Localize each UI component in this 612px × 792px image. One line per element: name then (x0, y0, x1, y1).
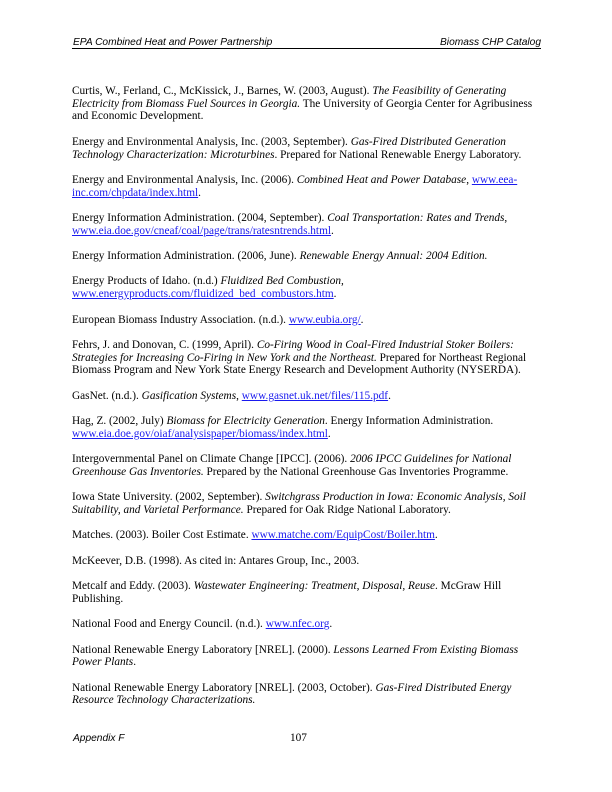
reference-text: Fehrs, J. and Donovan, C. (1999, April). (72, 338, 257, 351)
reference-entry (72, 491, 544, 516)
header-left-title: EPA Combined Heat and Power Partnership (73, 37, 273, 48)
reference-text: Hag, Z. (2002, July) (72, 415, 167, 428)
reference-text: . Prepared for National Renewable Energy Laboratory. (274, 148, 522, 161)
reference-text: . (133, 656, 137, 669)
reference-text: Curtis, W., Ferland, C., McKissick, J., Barnes, W. (2003, August). (72, 85, 373, 97)
reference-text: National Renewable Energy Laboratory [NREL]. (2000). (72, 643, 334, 656)
reference-entry (72, 174, 544, 199)
reference-entry (72, 85, 544, 123)
reference-text: European Biomass Industry Association. (n.d.). (72, 313, 289, 326)
reference-title: 2006 IPCC Guidelines for National Greenhouse Gas Inventories. (72, 453, 512, 478)
reference-entry (72, 250, 544, 263)
reference-text: . (333, 288, 337, 301)
reference-entry (72, 275, 544, 300)
page-header (72, 36, 541, 49)
reference-title: Biomass for Electricity Generation (166, 415, 325, 428)
reference-link[interactable]: www.energyproducts.com/fluidized_bed_combustors.htm (72, 288, 334, 301)
reference-title: Gasification Systems (141, 389, 237, 402)
footer-appendix-label: Appendix F (73, 733, 125, 744)
reference-title: Coal Transportation: Rates and Trends (327, 211, 505, 224)
reference-entry (72, 529, 544, 542)
reference-list (72, 85, 544, 720)
reference-text: , (466, 173, 472, 186)
reference-text: Prepared by the National Greenhouse Gas Inventories Programme. (203, 465, 509, 478)
reference-entry (72, 415, 544, 440)
reference-title: Lessons Learned From Existing Biomass Power Plants (72, 643, 519, 669)
reference-text: . Energy Information Administration. (324, 415, 494, 428)
reference-text: Prepared for Northeast Regional Biomass Program and New York State Energy Research and Development Authority (NYSERDA). (72, 351, 527, 377)
reference-text: The University of Georgia Center for Agribusiness and Economic Development. (72, 97, 533, 123)
reference-text: National Renewable Energy Laboratory [NREL]. (2003, October). (72, 681, 376, 694)
reference-text: . (331, 224, 334, 237)
reference-link[interactable]: www.matche.com/EquipCost/Boiler.htm (251, 529, 435, 542)
page-number: 107 (290, 732, 307, 744)
reference-title: Fluidized Bed Combustion, (220, 275, 344, 288)
reference-text: Matches. (2003). Boiler Cost Estimate. (72, 529, 252, 542)
reference-text: . (434, 529, 438, 542)
reference-text: , (504, 211, 508, 224)
reference-title: Gas-Fired Distributed Energy Resource Technology Characterizations. (72, 681, 512, 707)
reference-entry (72, 136, 544, 161)
reference-title: The Feasibility of Generating Electricity from Biomass Fuel Sources in Georgia. (72, 85, 507, 110)
reference-title: Co-Firing Wood in Coal-Fired Industrial Stoker Boilers: Strategies for Increasing Co-Firing in New York and the Northeast. (72, 338, 514, 364)
reference-text: Energy Information Administration. (2006, June). (72, 250, 300, 263)
reference-link[interactable]: www.eea-inc.com/chpdata/index.html (72, 173, 518, 199)
reference-entry (72, 580, 544, 605)
reference-entry (72, 212, 544, 237)
reference-text: GasNet. (n.d.). (72, 389, 142, 402)
reference-entry (72, 314, 544, 327)
reference-text: Iowa State University. (2002, September). (72, 491, 266, 504)
reference-text: Metcalf and Eddy. (2003). (72, 580, 194, 593)
reference-text: , (236, 389, 242, 402)
reference-entry (72, 555, 544, 568)
reference-text: National Food and Energy Council. (n.d.). (72, 618, 266, 631)
reference-link[interactable]: www.eubia.org/ (288, 313, 361, 326)
header-right-title: Biomass CHP Catalog (440, 37, 541, 48)
reference-entry (72, 644, 544, 669)
reference-title: Gas-Fired Distributed Generation Technology Characterization: Microturbines (72, 135, 506, 161)
reference-text: . (388, 389, 391, 402)
reference-text: . (327, 427, 331, 440)
reference-entry (72, 682, 544, 707)
reference-link[interactable]: www.gasnet.uk.net/files/115.pdf (241, 389, 389, 402)
reference-text: Energy Products of Idaho. (n.d.) (72, 275, 221, 288)
reference-link[interactable]: www.eia.doe.gov/oiaf/analysispaper/biomass/index.html (72, 427, 328, 440)
reference-text: . (360, 313, 364, 326)
reference-text: McKeever, D.B. (1998). As cited in: Antares Group, Inc., 2003. (72, 554, 360, 567)
reference-text: . (329, 618, 333, 631)
reference-entry (72, 390, 544, 403)
reference-text: Energy and Environmental Analysis, Inc. (2003, September). (72, 135, 351, 148)
reference-entry (72, 453, 544, 478)
reference-link[interactable]: www.eia.doe.gov/cneaf/coal/page/trans/ratesntrends.html (72, 224, 332, 237)
reference-text: Energy and Environmental Analysis, Inc. (2006). (72, 173, 297, 186)
reference-text: Energy Information Administration. (2004, September). (72, 211, 328, 224)
reference-text: . (198, 186, 201, 199)
reference-text: Prepared for Oak Ridge National Laboratory. (243, 504, 451, 517)
reference-text: Intergovernmental Panel on Climate Change [IPCC]. (2006). (72, 453, 351, 466)
reference-title: Combined Heat and Power Database (296, 173, 467, 186)
reference-title: Renewable Energy Annual: 2004 Edition. (299, 250, 488, 263)
reference-entry (72, 339, 544, 377)
reference-text: . McGraw Hill Publishing. (72, 580, 502, 605)
reference-entry (72, 618, 544, 631)
reference-link[interactable]: www.nfec.org (265, 618, 330, 631)
reference-title: Switchgrass Production in Iowa: Economic Analysis, Soil Suitability, and Varietal Performance. (72, 491, 526, 517)
reference-title: Wastewater Engineering: Treatment, Disposal, Reuse (193, 580, 436, 593)
